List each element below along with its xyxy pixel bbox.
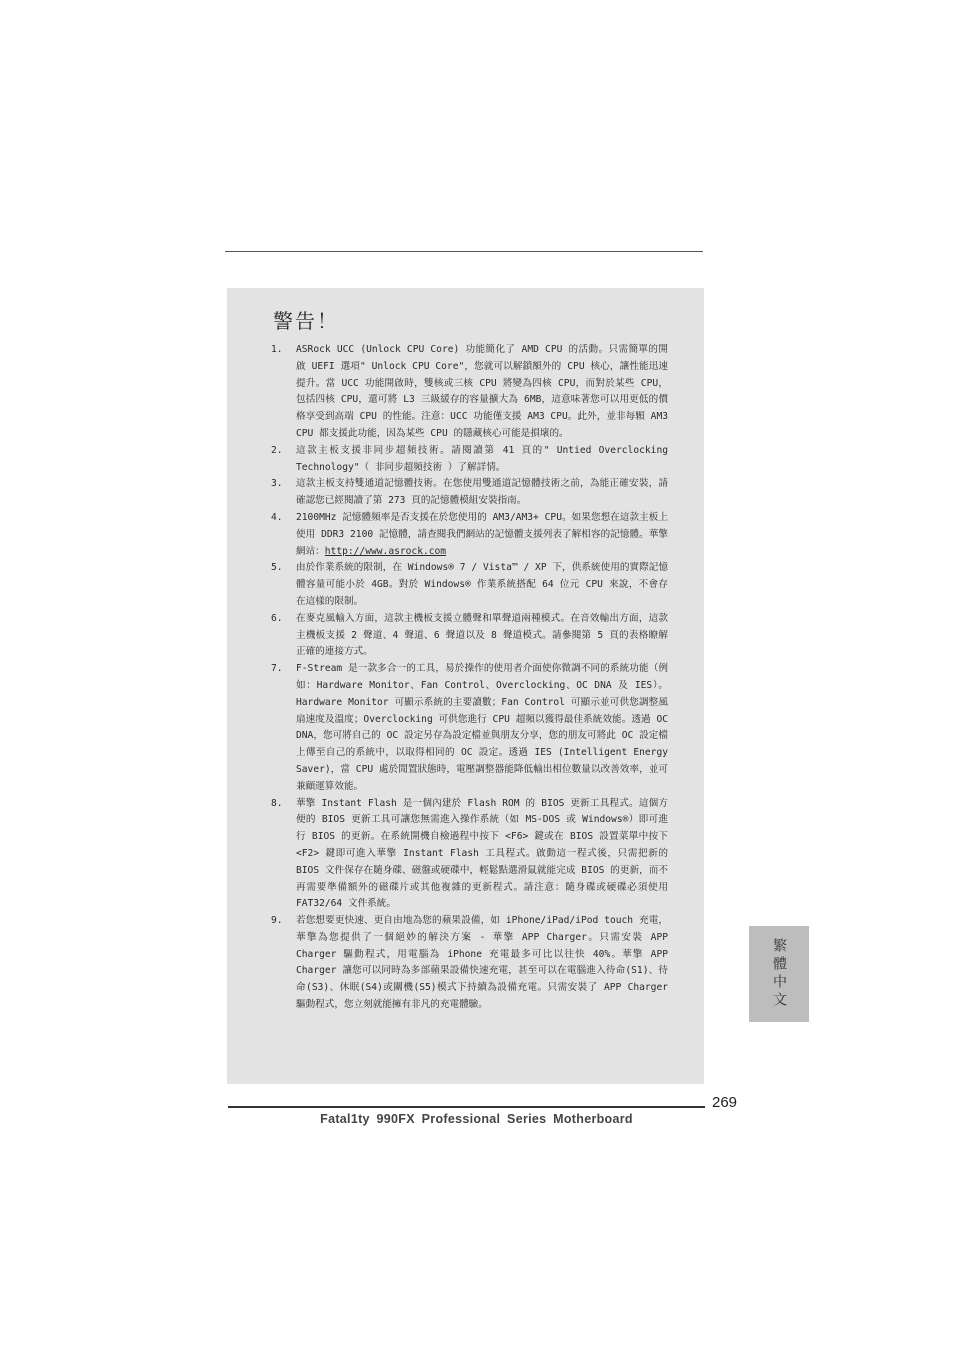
item-text: ASRock UCC (Unlock CPU Core) 功能簡化了 AMD CPU 的活動。只需簡單的開啟 UEFI 選項" Unlock CPU Core"，您就可以解鎖額外的 CPU 核心，讓性能迅速提升。當 UCC 功能開啟時，雙核或三核 CPU 將變為四核 CPU，而對於某些 CPU，包括四核 CPU，還可將 L3 三級緩存的容量擴大為 6MB，這意味著您可以用更低的價格享受到高端 CPU 的性能。注意：UCC 功能僅支援 AM3 CPU。此外，並非每顆 AM3 CPU 都支援此功能，因為某些 CPU 的隱藏核心可能是損壞的。 (296, 344, 668, 439)
warning-item (271, 342, 668, 443)
warning-list (271, 342, 668, 1014)
warning-item (271, 443, 668, 477)
item-number: 6. (271, 612, 283, 624)
item-text: 華擎 Instant Flash 是一個內建於 Flash ROM 的 BIOS 更新工具程式。這個方便的 BIOS 更新工具可讓您無需進入操作系統（如 MS-DOS 或 Windows®）即可進行 BIOS 的更新。在系統開機自檢過程中按下 <F6> 鍵或在 BIOS 設置菜單中按下 <F2> 鍵即可進入華擎 Instant Flash 工具程式。啟動這一程式後，只需把新的 BIOS 文件保存在隨身碟、磁盤或硬碟中，輕鬆點選滑鼠就能完成 BIOS 的更新，而不再需要準備額外的磁碟片或其他複雜的更新程式。請注意：隨身碟或硬碟必須使用 FAT32/64 文件系統。 (296, 797, 668, 910)
warning-item (271, 661, 668, 795)
footer-divider (228, 1106, 705, 1108)
item-text: 這款主板支持雙通道記憶體技術。在您使用雙通道記憶體技術之前，為能正確安裝，請確認您已經閱讀了第 273 頁的記憶體模組安裝指南。 (296, 478, 668, 507)
item-text: 這款主板支援非同步超頻技術。請閱讀第 41 頁的" Untied Overclocking Technology"（ 非同步超頻技術 ）了解詳情。 (296, 444, 668, 473)
warning-item (271, 510, 668, 560)
item-text: 在麥克風輸入方面，這款主機板支援立體聲和單聲道兩種模式。在音效輸出方面，這款主機板支援 2 聲道、4 聲道、6 聲道以及 8 聲道模式。請參閱第 5 頁的表格瞭解正確的連接方式。 (296, 612, 668, 658)
item-text: 由於作業系統的限制，在 Windows® 7 / Vista™ / XP 下，供系統使用的實際記憶體容量可能小於 4GB。對於 Windows® 作業系統搭配 64 位元 CPU 來說，不會存在這樣的限制。 (296, 562, 668, 607)
item-number: 1. (271, 344, 283, 355)
warning-item (271, 611, 668, 661)
footer-title: Fatal1ty 990FX Professional Series Motherboard (320, 1112, 633, 1126)
page-number: 269 (712, 1094, 738, 1111)
item-number: 9. (271, 915, 283, 927)
top-divider (225, 251, 703, 252)
language-tab-label: 繁體中文 (771, 938, 787, 1010)
item-number: 4. (271, 511, 283, 523)
warning-item (271, 560, 668, 610)
warning-item (271, 913, 668, 1014)
warning-title: 警告！ (273, 309, 339, 333)
language-tab (749, 926, 809, 1022)
item-text: 若您想要更快速、更自由地為您的蘋果設備，如 iPhone/iPad/iPod touch 充電，華擎為您提供了一個絕妙的解決方案 - 華擎 APP Charger。只需安裝 APP Charger 驅動程式，用電腦為 iPhone 充電最多可比以往快 40%。華擎 APP Charger 讓您可以同時為多部蘋果設備快速充電，甚至可以在電腦進入待命(S1)、待命(S3)、休眠(S4)或關機(S5)模式下持續為設備充電。只需安裝了 APP Charger 驅動程式，您立刻就能擁有非凡的充電體驗。 (296, 915, 668, 1011)
warning-box (227, 288, 704, 1084)
asrock-website-link[interactable]: http://www.asrock.com (324, 545, 447, 557)
item-number: 7. (271, 663, 283, 675)
item-text: F-Stream 是一款多合一的工具，易於操作的使用者介面使你微調不同的系統功能（例如：Hardware Monitor、Fan Control、Overclocking、OC DNA 及 IES）。Hardware Monitor 可顯示系統的主要讀數；Fan Control 可顯示並可供您調整風扇速度及溫度；Overclocking 可供您進行 CPU 超頻以獲得最佳系統效能。透過 OC DNA，您可將自己的 OC 設定另存為設定檔並與朋友分享，您的朋友可將此 OC 設定檔上傳至自己的系統中，以取得相同的 OC 設定。透過 IES (Intelligent Energy Saver)，當 CPU 處於閒置狀態時，電壓調整器能降低輸出相位數量以改善效率，並可兼顧運算效能。 (296, 663, 668, 792)
item-number: 3. (271, 478, 283, 490)
warning-item (271, 476, 668, 510)
item-text: 2100MHz 記憶體頻率是否支援在於您使用的 AM3/AM3+ CPU。如果您想在這款主板上使用 DDR3 2100 記憶體，請查閱我們網站的記憶體支援列表了解相容的記憶體。華擎網站： (296, 511, 668, 557)
item-number: 8. (271, 797, 283, 809)
item-number: 5. (271, 562, 283, 574)
item-number: 2. (271, 444, 283, 456)
warning-item (271, 796, 668, 914)
